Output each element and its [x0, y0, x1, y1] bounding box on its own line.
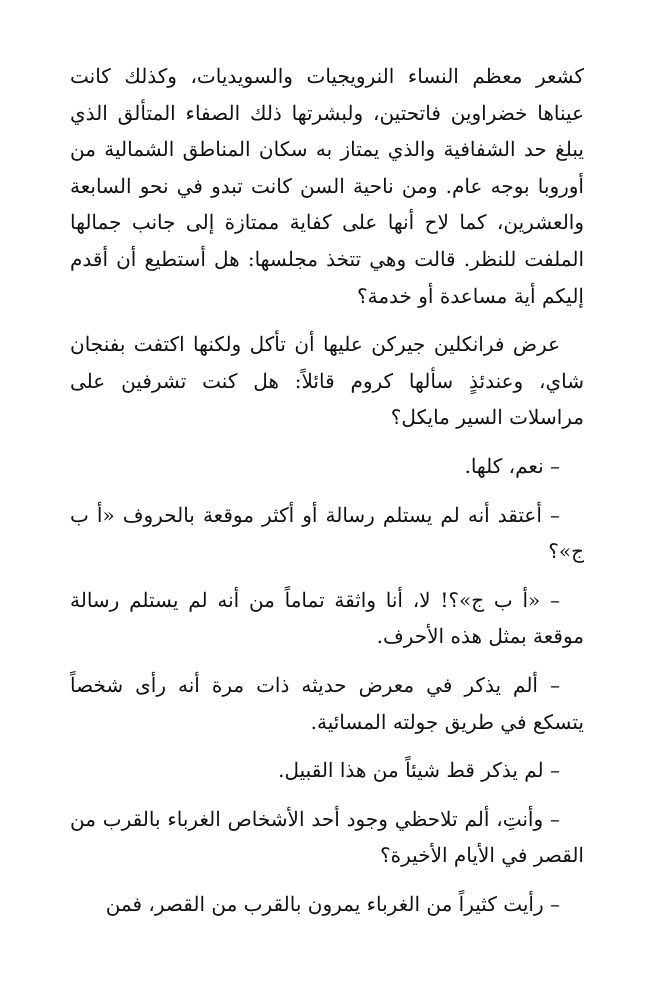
page-text	[70, 58, 584, 934]
dialogue-line: – وأنتِ، ألم تلاحظي وجود أحد الأشخاص الغرباء بالقرب من القصر في الأيام الأخيرة؟	[70, 806, 584, 868]
dialogue-line: – لم يذكر قط شيئاً من هذا القبيل.	[278, 758, 560, 783]
dialogue-line: – رأيت كثيراً من الغرباء يمرون بالقرب من القصر، فمن	[105, 891, 560, 916]
paragraph: عرض فرانكلين جيركن عليها أن تأكل ولكنها اكتفت بفنجان شاي، وعندئذٍ سألها كروم قائلاً: هل كنت تشرفين على مراسلات السير مايكل؟	[70, 332, 584, 430]
dialogue-line: – «أ ب ج»؟! لا، أنا واثقة تماماً من أنه لم يستلم رسالة موقعة بمثل هذه الأحرف.	[70, 587, 584, 649]
dialogue-line: – نعم، كلها.	[464, 453, 560, 478]
paragraph: كشعر معظم النساء النرويجيات والسويديات، وكذلك كانت عيناها خضراوين فاتحتين، ولبشرتها ذلك الصفاء المتألق الذي يبلغ حد الشفافية والذي يمتاز به سكان المناطق الشمالية من أوروبا بوجه عام. ومن ناحية السن كانت تبدو في نحو السابعة والعشرين، كما لاح أنها على كفاية ممتازة إلى جانب جمالها الملفت للنظر. قالت وهي تتخذ مجلسها: هل أستطيع أن أقدم إليكم أية مساعدة أو خدمة؟	[70, 64, 584, 308]
dialogue-line: – ألم يذكر في معرض حديثه ذات مرة أنه رأى شخصاً يتسكع في طريق جولته المسائية.	[70, 672, 584, 734]
dialogue-line: – أعتقد أنه لم يستلم رسالة أو أكثر موقعة بالحروف «أ ب ج»؟	[70, 502, 584, 564]
